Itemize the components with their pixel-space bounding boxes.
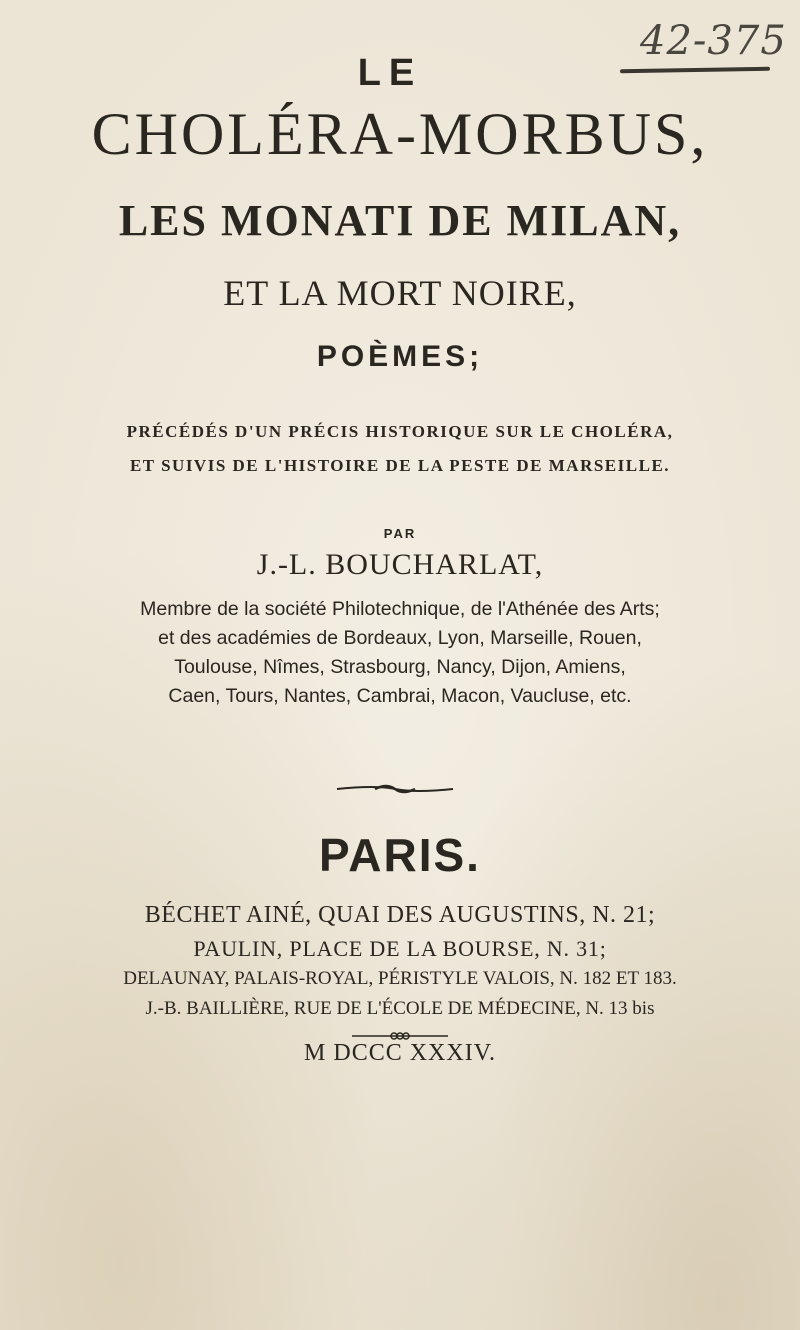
subtitle-line-2: ET SUIVIS DE L'HISTOIRE DE LA PESTE DE MARSEILLE.	[129, 456, 671, 475]
publication-date: M DCCC XXXIV.	[304, 1040, 496, 1066]
title-line-monati: LES MONATI DE MILAN,	[118, 196, 682, 245]
ornamental-rule	[335, 782, 455, 796]
subtitle-line-1: PRÉCÉDÉS D'UN PRÉCIS HISTORIQUE SUR LE CHOLÉRA,	[126, 422, 674, 441]
publisher-line: DELAUNAY, PALAIS-ROYAL, PÉRISTYLE VALOIS, N. 182 ET 183.	[123, 968, 677, 989]
imprint-city: PARIS.	[319, 829, 481, 881]
membership-line: Toulouse, Nîmes, Strasbourg, Nancy, Dijon, Amiens,	[174, 656, 626, 678]
title-main: CHOLÉRA-MORBUS,	[91, 101, 709, 167]
title-line-poemes: POÈMES;	[316, 340, 484, 373]
title-article: LE	[357, 52, 423, 94]
byline-par: PAR	[383, 526, 417, 541]
title-line-mort-noire: ET LA MORT NOIRE,	[223, 273, 577, 313]
membership-line: Membre de la société Philotechnique, de l'Athénée des Arts;	[140, 598, 660, 620]
publisher-line: BÉCHET AINÉ, QUAI DES AUGUSTINS, N. 21;	[144, 902, 656, 928]
membership-line: Caen, Tours, Nantes, Cambrai, Macon, Vaucluse, etc.	[168, 685, 632, 707]
publisher-line: J.-B. BAILLIÈRE, RUE DE L'ÉCOLE DE MÉDECINE, N. 13 bis	[145, 998, 655, 1019]
publisher-line: PAULIN, PLACE DE LA BOURSE, N. 31;	[193, 936, 607, 961]
membership-line: et des académies de Bordeaux, Lyon, Marseille, Rouen,	[158, 627, 642, 649]
author-name: J.-L. BOUCHARLAT,	[256, 548, 544, 581]
shelfmark-annotation: 42-375	[640, 18, 787, 64]
